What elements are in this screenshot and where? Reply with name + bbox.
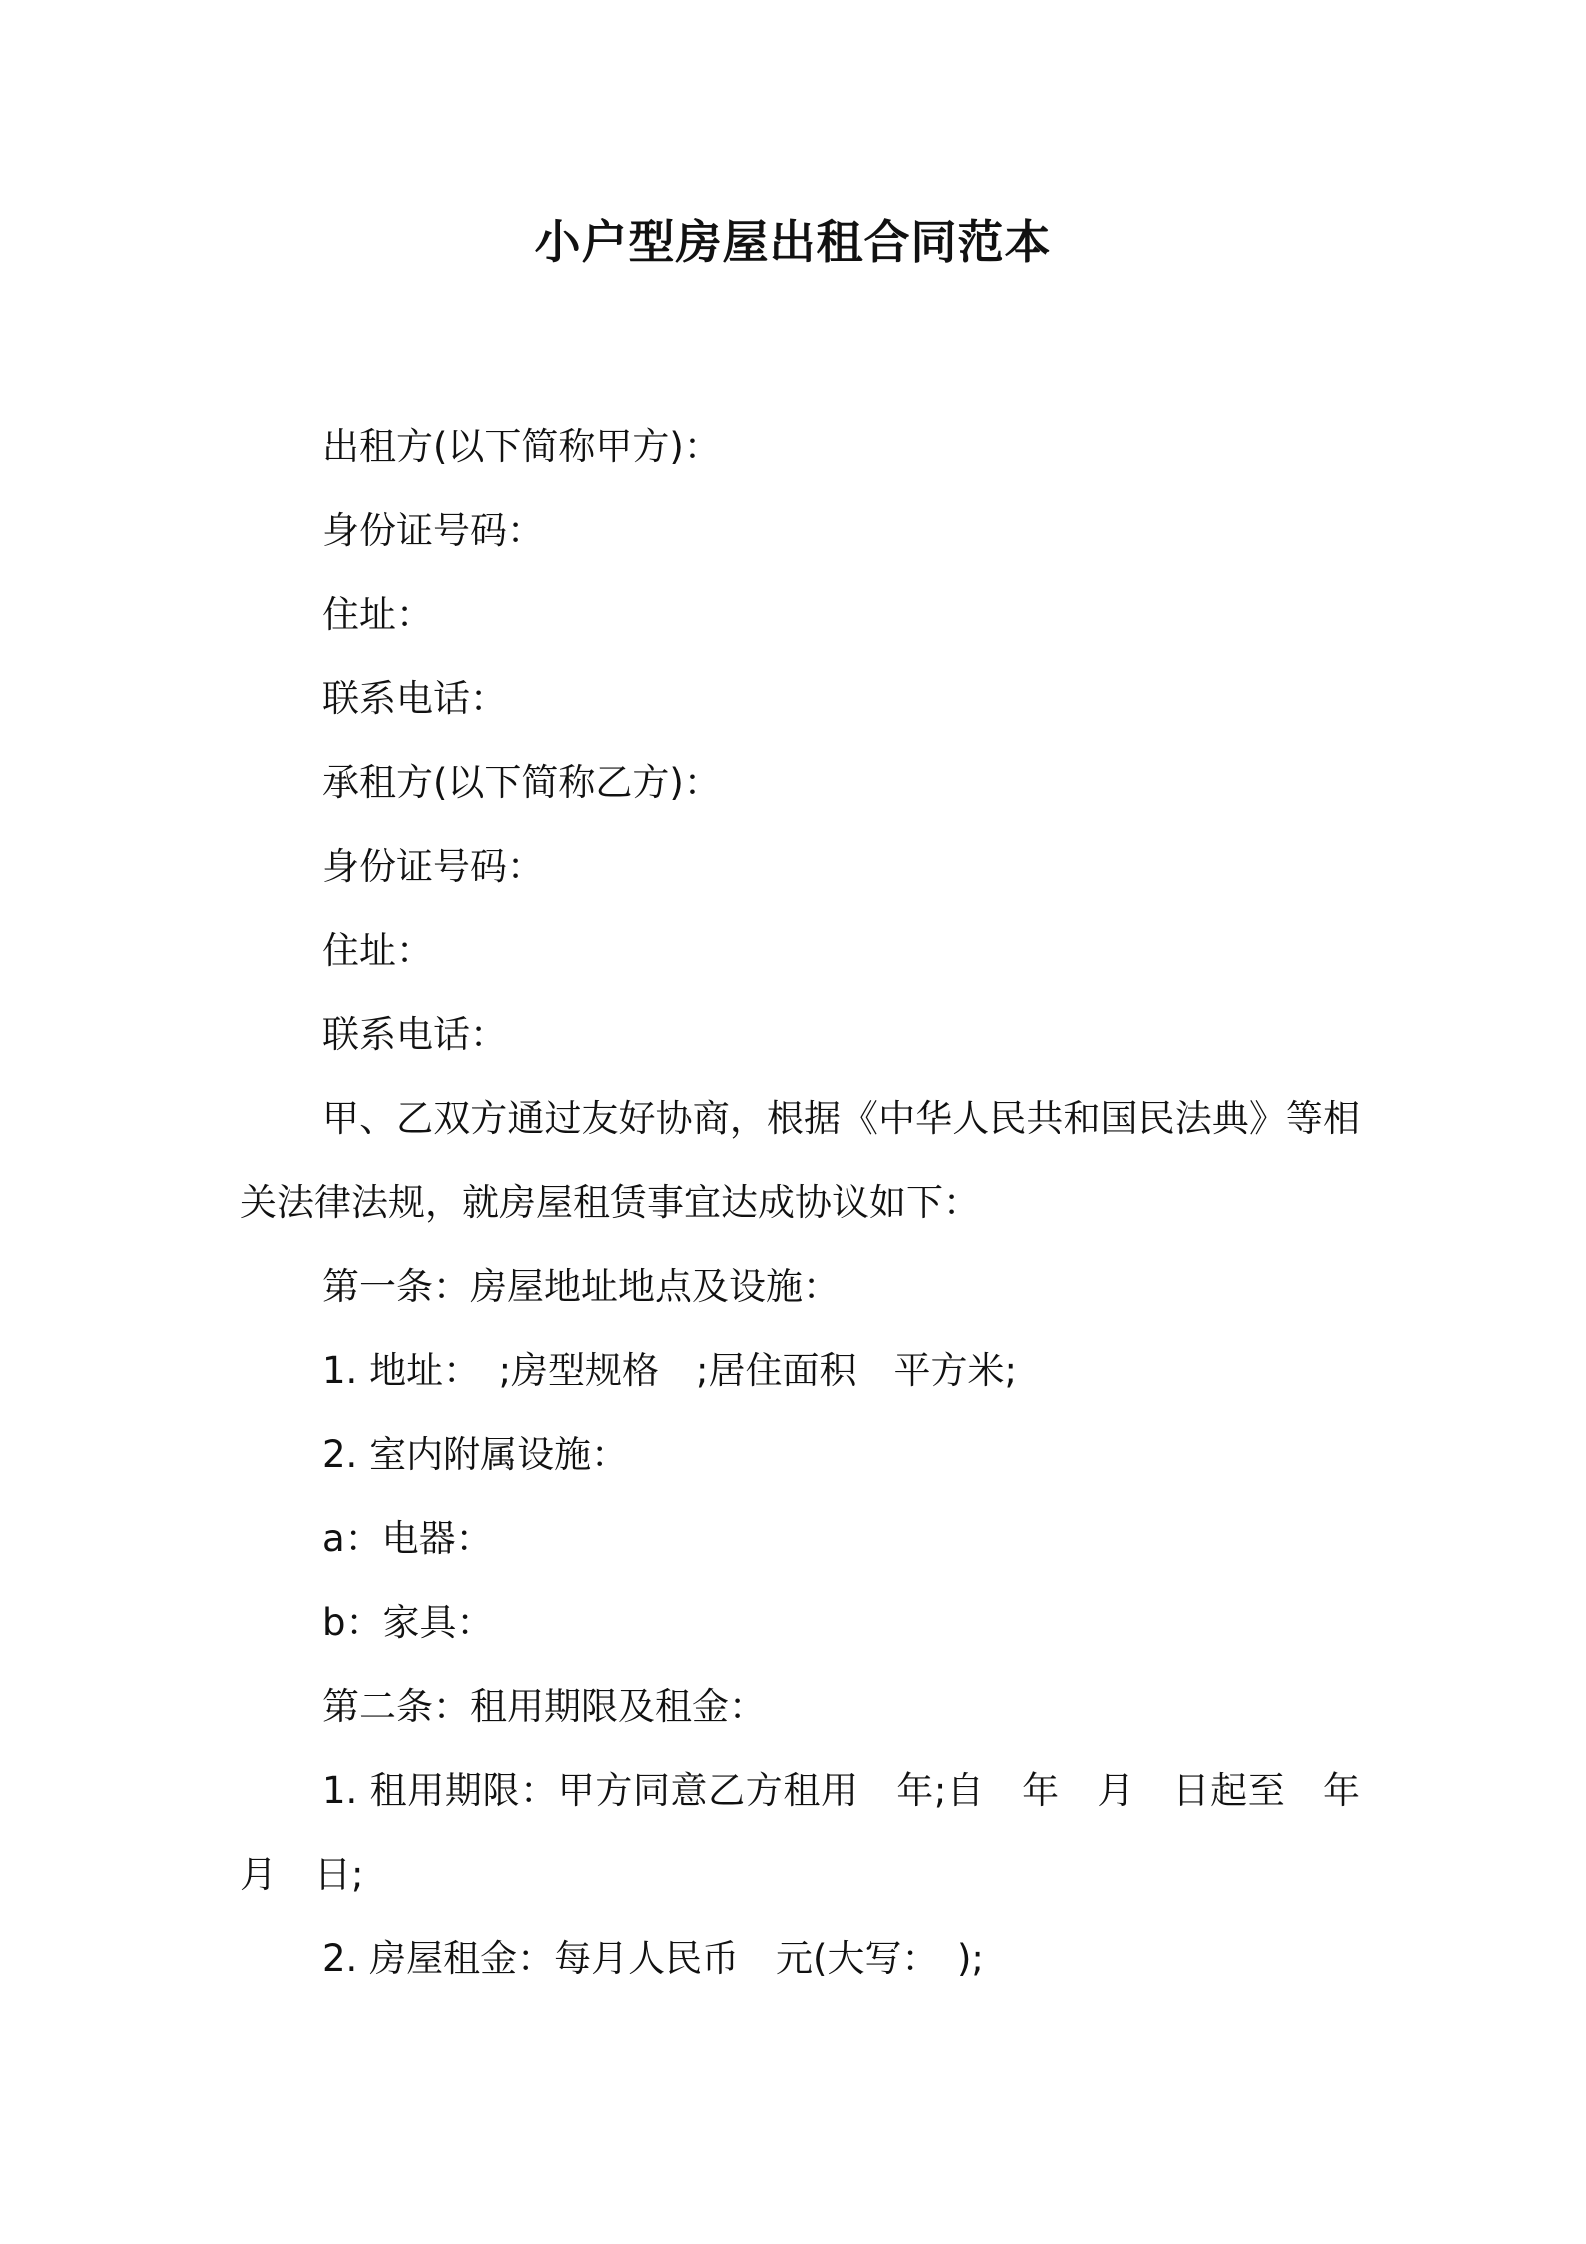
lessee-label: 承租方(以下简称乙方)： bbox=[322, 761, 721, 804]
lessee-phone-label: 联系电话： bbox=[322, 1013, 507, 1056]
article-1-heading: 第一条：房屋地址地点及设施： bbox=[322, 1265, 840, 1308]
article-1-item-1: 1. 地址： ;房型规格 ;居住面积 平方米; bbox=[322, 1349, 1017, 1392]
article-1-item-b: b：家具： bbox=[322, 1601, 494, 1644]
lessor-phone-label: 联系电话： bbox=[322, 677, 507, 720]
lessor-address-label: 住址： bbox=[322, 593, 433, 636]
lessee-address-label: 住址： bbox=[322, 929, 433, 972]
article-2-heading: 第二条：租用期限及租金： bbox=[322, 1685, 766, 1728]
article-1-item-a: a：电器： bbox=[322, 1517, 493, 1560]
article-2-item-1: 1. 租用期限：甲方同意乙方租用 年;自 年 月 日起至 年月 日; bbox=[240, 1769, 1360, 1896]
lessee-id-label: 身份证号码： bbox=[322, 845, 544, 888]
lessor-label: 出租方(以下简称甲方)： bbox=[322, 425, 721, 468]
article-2-item-2: 2. 房屋租金：每月人民币 元(大写： ); bbox=[322, 1937, 984, 1980]
article-1-item-2: 2. 室内附属设施： bbox=[322, 1433, 629, 1476]
contract-body bbox=[240, 405, 1360, 2001]
document-title: 小户型房屋出租合同范本 bbox=[534, 215, 1052, 269]
intro-paragraph: 甲、乙双方通过友好协商，根据《中华人民共和国民法典》等相关法律法规，就房屋租赁事宜达成协议如下： bbox=[240, 1097, 1360, 1224]
lessor-id-label: 身份证号码： bbox=[322, 509, 544, 552]
